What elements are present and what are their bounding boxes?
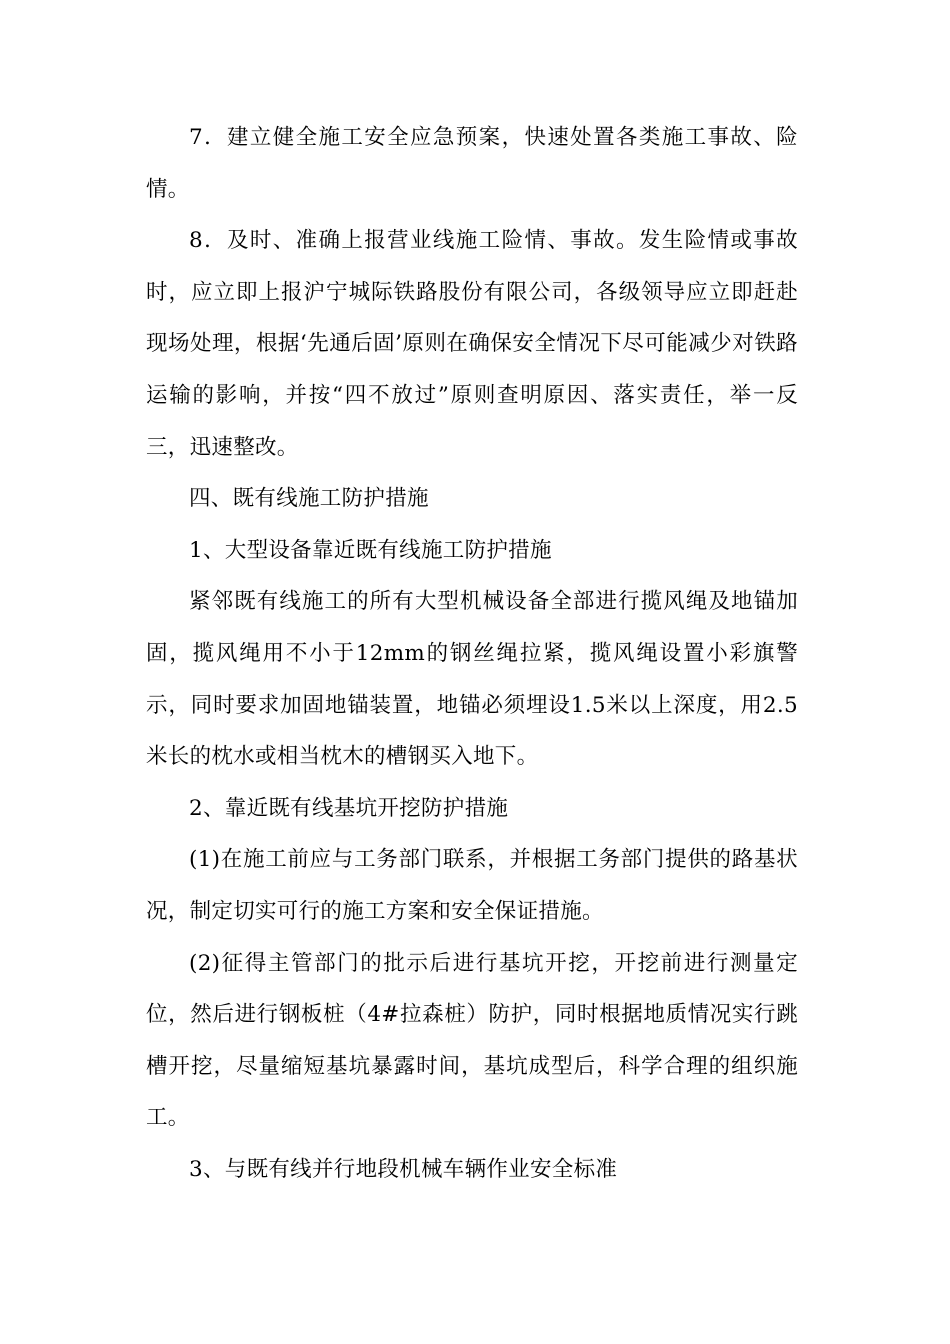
subsection-heading-3: 3、与既有线并行地段机械车辆作业安全标准 (189, 1156, 618, 1182)
subsection-heading-1: 1、大型设备靠近既有线施工防护措施 (189, 537, 552, 563)
document-body (146, 112, 798, 1195)
paragraph-item-8: 8．及时、准确上报营业线施工险情、事故。发生险情或事故时，应立即上报沪宁城际铁路股份有限公司，各级领导应立即赶赴现场处理，根据‘先通后固’原则在确保安全情况下尽可能减少对铁路运输的影响，并按“四不放过”原则查明原因、落实责任，举一反三，迅速整改。 (146, 228, 798, 460)
paragraph-step-2: (2)征得主管部门的批示后进行基坑开挖，开挖前进行测量定位，然后进行钢板桩（4#拉森桩）防护，同时根据地质情况实行跳槽开挖，尽量缩短基坑暴露时间，基坑成型后，科学合理的组织施工。 (146, 950, 798, 1131)
section-heading-4: 四、既有线施工防护措施 (189, 486, 429, 512)
subsection-heading-2: 2、靠近既有线基坑开挖防护措施 (189, 795, 509, 821)
paragraph-large-equipment: 紧邻既有线施工的所有大型机械设备全部进行揽风绳及地锚加固，揽风绳用不小于12mm的钢丝绳拉紧，揽风绳设置小彩旗警示，同时要求加固地锚装置，地锚必须埋设1.5米以上深度，用2.5米长的枕水或相当枕木的槽钢买入地下。 (146, 589, 798, 770)
paragraph-step-1: (1)在施工前应与工务部门联系，并根据工务部门提供的路基状况，制定切实可行的施工方案和安全保证措施。 (146, 847, 798, 924)
paragraph-item-7: 7．建立健全施工安全应急预案，快速处置各类施工事故、险情。 (146, 125, 798, 202)
